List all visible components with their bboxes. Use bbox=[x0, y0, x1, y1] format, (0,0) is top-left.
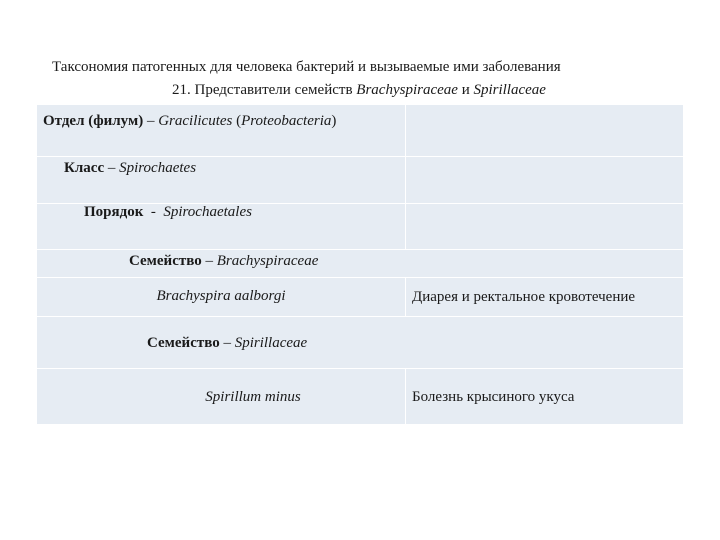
disease-cell bbox=[405, 105, 683, 156]
title-line-2 bbox=[172, 79, 546, 102]
disease-text: Диарея и ректальное кровотечение bbox=[412, 289, 636, 305]
disease-cell bbox=[405, 278, 683, 316]
species-cell bbox=[37, 369, 405, 424]
species-name bbox=[37, 288, 405, 305]
phylum-label bbox=[43, 113, 336, 130]
rank-dash: – bbox=[143, 113, 159, 129]
taxon-name: Brachyspiraceae bbox=[216, 253, 319, 269]
taxon-synonym: Proteobacteria bbox=[241, 113, 332, 129]
title-conjunction: и bbox=[457, 82, 474, 98]
title-line-1: Таксономия патогенных для человека бактерий и вызываемые ими заболевания bbox=[52, 59, 561, 75]
family-label bbox=[129, 253, 318, 270]
rank-label: Отдел (филум) bbox=[43, 113, 144, 129]
rank-label: Семейство bbox=[147, 335, 220, 351]
taxon-cell bbox=[37, 105, 405, 156]
title-line-2-prefix: 21. Представители семейств bbox=[172, 82, 357, 98]
rank-dash: – bbox=[219, 335, 235, 351]
rank-dash: – bbox=[104, 160, 120, 176]
rank-dash: – bbox=[201, 253, 217, 269]
rank-label: Класс bbox=[64, 160, 105, 176]
rank-label: Порядок bbox=[84, 204, 144, 220]
title-family-brachyspiraceae: Brachyspiraceae bbox=[356, 82, 458, 98]
order-label bbox=[84, 204, 252, 221]
taxon-cell bbox=[37, 317, 683, 368]
taxon-name: Spirochaetes bbox=[119, 160, 197, 176]
disease-cell bbox=[405, 369, 683, 424]
disease-cell bbox=[405, 204, 683, 249]
table-row-phylum bbox=[37, 105, 683, 157]
table-row-order bbox=[37, 204, 683, 250]
taxon-name: Gracilicutes bbox=[158, 113, 233, 129]
disease-text: Болезнь крысиного укуса bbox=[412, 389, 575, 405]
table-row-species-spirillum bbox=[37, 369, 683, 424]
table-row-family-brachyspiraceae bbox=[37, 250, 683, 278]
species-text: Brachyspira aalborgi bbox=[156, 288, 286, 304]
taxon-name: Spirillaceae bbox=[234, 335, 308, 351]
species-text: Spirillum minus bbox=[205, 389, 301, 405]
family-label bbox=[147, 335, 307, 352]
class-label bbox=[64, 160, 196, 177]
table-row-family-spirillaceae bbox=[37, 317, 683, 369]
taxon-name: Spirochaetales bbox=[163, 204, 252, 220]
species-cell bbox=[37, 278, 405, 316]
rank-dash: - bbox=[143, 204, 164, 220]
taxonomy-table bbox=[37, 105, 683, 424]
table-row-species-brachyspira bbox=[37, 278, 683, 317]
rank-label: Семейство bbox=[129, 253, 202, 269]
taxon-cell bbox=[37, 204, 405, 249]
disease-cell bbox=[405, 157, 683, 203]
taxon-cell bbox=[37, 250, 683, 277]
table-row-class bbox=[37, 157, 683, 204]
paren-open: ( bbox=[232, 113, 242, 129]
taxon-cell bbox=[37, 157, 405, 203]
title-family-spirillaceae: Spirillaceae bbox=[473, 82, 546, 98]
paren-close: ) bbox=[331, 113, 337, 129]
